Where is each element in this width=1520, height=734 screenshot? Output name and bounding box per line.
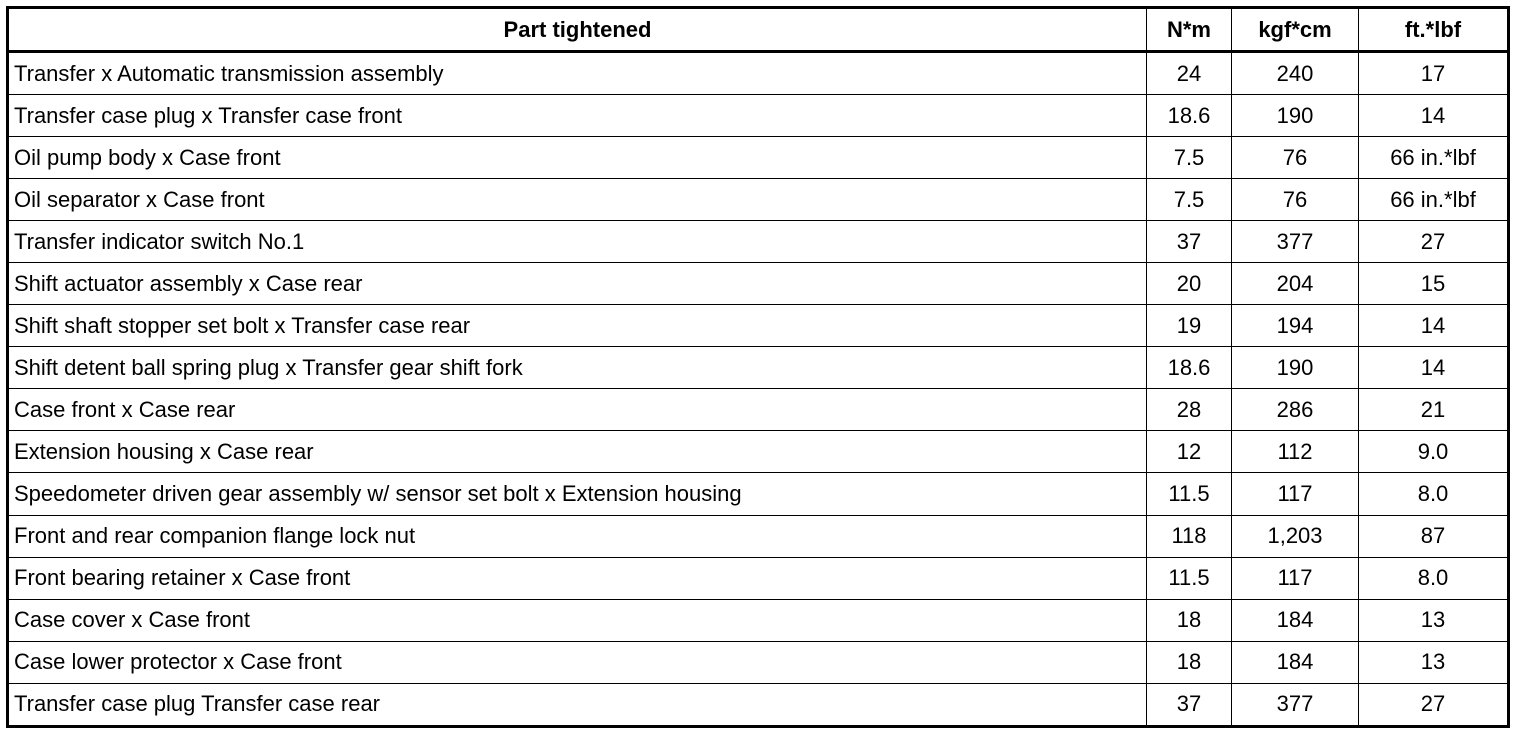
table-header <box>8 8 1509 52</box>
table-row <box>8 263 1509 305</box>
part-name-cell: Extension housing x Case rear <box>8 431 1147 473</box>
ft-lbf-cell: 15 <box>1359 263 1509 305</box>
ft-lbf-cell: 13 <box>1359 641 1509 683</box>
table-row <box>8 557 1509 599</box>
ft-lbf-cell: 14 <box>1359 305 1509 347</box>
table-row <box>8 305 1509 347</box>
part-name-cell: Shift actuator assembly x Case rear <box>8 263 1147 305</box>
ft-lbf-cell: 66 in.*lbf <box>1359 179 1509 221</box>
kgf-cm-cell: 76 <box>1232 179 1359 221</box>
ft-lbf-cell: 87 <box>1359 515 1509 557</box>
newton-meter-cell: 11.5 <box>1147 473 1232 515</box>
part-name-cell: Transfer indicator switch No.1 <box>8 221 1147 263</box>
kgf-cm-cell: 184 <box>1232 599 1359 641</box>
newton-meter-cell: 37 <box>1147 683 1232 726</box>
table-row <box>8 515 1509 557</box>
table-row <box>8 599 1509 641</box>
kgf-cm-cell: 1,203 <box>1232 515 1359 557</box>
kgf-cm-cell: 76 <box>1232 137 1359 179</box>
ft-lbf-cell: 8.0 <box>1359 473 1509 515</box>
table-row <box>8 431 1509 473</box>
part-name-cell: Case lower protector x Case front <box>8 641 1147 683</box>
part-name-cell: Case front x Case rear <box>8 389 1147 431</box>
table-row <box>8 137 1509 179</box>
newton-meter-cell: 18 <box>1147 641 1232 683</box>
newton-meter-cell: 24 <box>1147 52 1232 95</box>
newton-meter-cell: 18 <box>1147 599 1232 641</box>
kgf-cm-cell: 190 <box>1232 347 1359 389</box>
kgf-cm-cell: 286 <box>1232 389 1359 431</box>
kgf-cm-cell: 184 <box>1232 641 1359 683</box>
table-body <box>8 52 1509 727</box>
ft-lbf-cell: 13 <box>1359 599 1509 641</box>
kgf-cm-cell: 194 <box>1232 305 1359 347</box>
table-row <box>8 221 1509 263</box>
kgf-cm-cell: 377 <box>1232 683 1359 726</box>
part-name-cell: Oil pump body x Case front <box>8 137 1147 179</box>
newton-meter-cell: 7.5 <box>1147 137 1232 179</box>
table-row <box>8 179 1509 221</box>
kgf-cm-cell: 204 <box>1232 263 1359 305</box>
torque-specification-table <box>6 6 1510 728</box>
part-name-cell: Shift shaft stopper set bolt x Transfer case rear <box>8 305 1147 347</box>
kgf-cm-cell: 377 <box>1232 221 1359 263</box>
table-row <box>8 95 1509 137</box>
header-newton-meter: N*m <box>1147 8 1232 52</box>
table-row <box>8 473 1509 515</box>
newton-meter-cell: 20 <box>1147 263 1232 305</box>
newton-meter-cell: 11.5 <box>1147 557 1232 599</box>
ft-lbf-cell: 8.0 <box>1359 557 1509 599</box>
header-ft-lbf: ft.*lbf <box>1359 8 1509 52</box>
part-name-cell: Front and rear companion flange lock nut <box>8 515 1147 557</box>
table-row <box>8 52 1509 95</box>
newton-meter-cell: 118 <box>1147 515 1232 557</box>
newton-meter-cell: 19 <box>1147 305 1232 347</box>
ft-lbf-cell: 27 <box>1359 683 1509 726</box>
newton-meter-cell: 12 <box>1147 431 1232 473</box>
ft-lbf-cell: 66 in.*lbf <box>1359 137 1509 179</box>
kgf-cm-cell: 117 <box>1232 473 1359 515</box>
ft-lbf-cell: 14 <box>1359 95 1509 137</box>
table-row <box>8 641 1509 683</box>
part-name-cell: Transfer case plug Transfer case rear <box>8 683 1147 726</box>
ft-lbf-cell: 21 <box>1359 389 1509 431</box>
part-name-cell: Case cover x Case front <box>8 599 1147 641</box>
newton-meter-cell: 28 <box>1147 389 1232 431</box>
part-name-cell: Shift detent ball spring plug x Transfer gear shift fork <box>8 347 1147 389</box>
ft-lbf-cell: 9.0 <box>1359 431 1509 473</box>
header-part-tightened: Part tightened <box>8 8 1147 52</box>
newton-meter-cell: 37 <box>1147 221 1232 263</box>
newton-meter-cell: 18.6 <box>1147 95 1232 137</box>
newton-meter-cell: 7.5 <box>1147 179 1232 221</box>
ft-lbf-cell: 27 <box>1359 221 1509 263</box>
newton-meter-cell: 18.6 <box>1147 347 1232 389</box>
part-name-cell: Speedometer driven gear assembly w/ sensor set bolt x Extension housing <box>8 473 1147 515</box>
ft-lbf-cell: 14 <box>1359 347 1509 389</box>
header-row <box>8 8 1509 52</box>
part-name-cell: Transfer case plug x Transfer case front <box>8 95 1147 137</box>
table-row <box>8 683 1509 726</box>
part-name-cell: Oil separator x Case front <box>8 179 1147 221</box>
header-kgf-cm: kgf*cm <box>1232 8 1359 52</box>
kgf-cm-cell: 112 <box>1232 431 1359 473</box>
table-row <box>8 389 1509 431</box>
table-row <box>8 347 1509 389</box>
kgf-cm-cell: 240 <box>1232 52 1359 95</box>
part-name-cell: Transfer x Automatic transmission assembly <box>8 52 1147 95</box>
part-name-cell: Front bearing retainer x Case front <box>8 557 1147 599</box>
kgf-cm-cell: 117 <box>1232 557 1359 599</box>
kgf-cm-cell: 190 <box>1232 95 1359 137</box>
ft-lbf-cell: 17 <box>1359 52 1509 95</box>
